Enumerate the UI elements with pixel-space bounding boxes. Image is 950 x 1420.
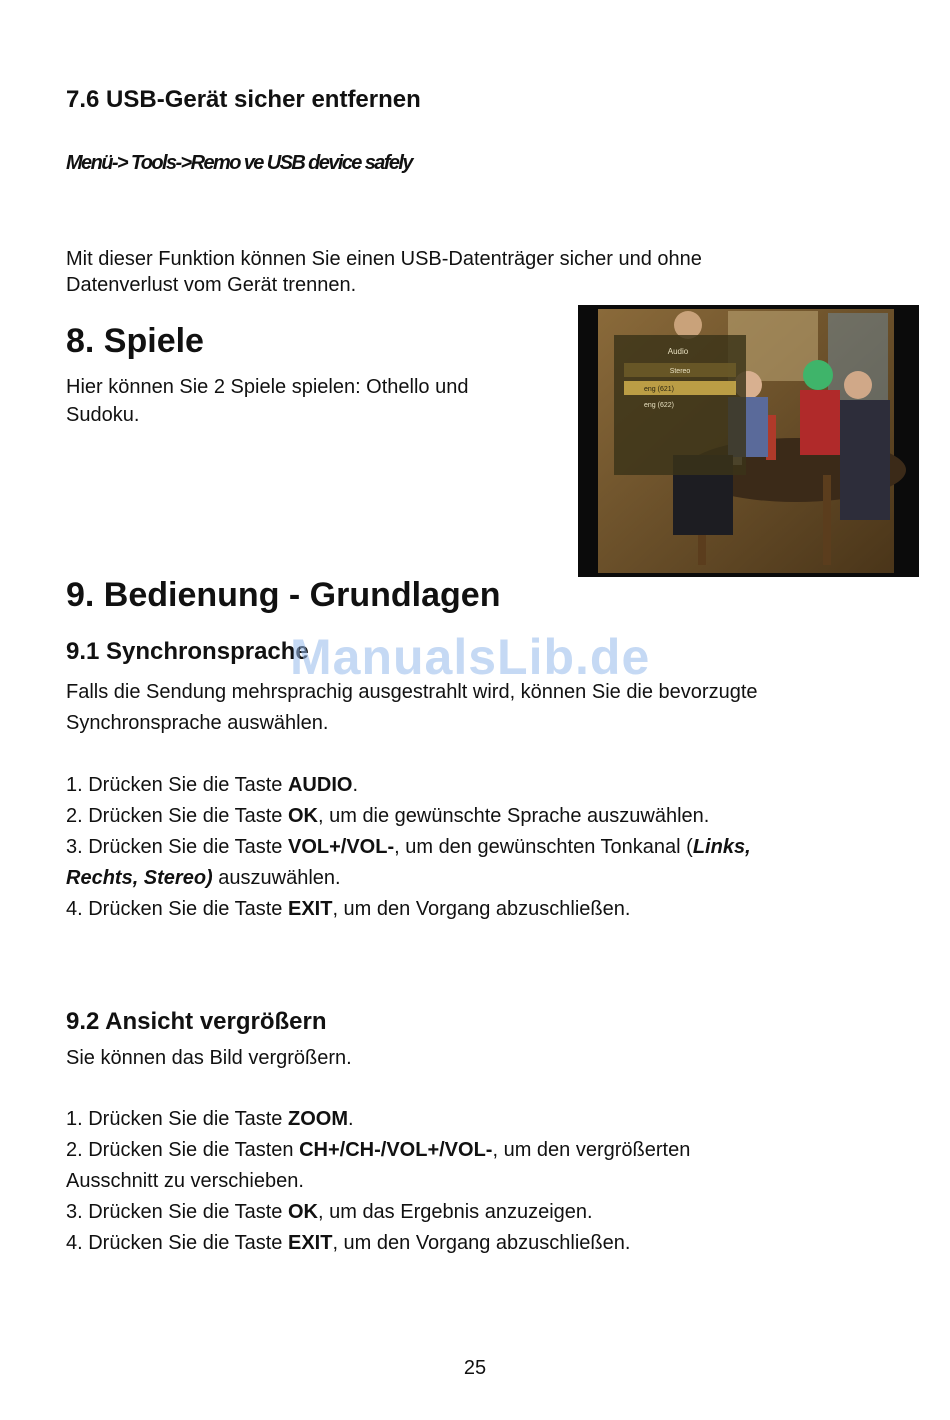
- zoom-steps: [66, 1104, 690, 1259]
- zoom-intro: Sie können das Bild vergrößern.: [66, 1047, 352, 1069]
- key-ok: OK: [287, 805, 318, 827]
- key-exit-zoom: EXIT: [287, 1232, 333, 1254]
- games-text-line1: Hier können Sie 2 Spiele spielen: Othello und: [66, 376, 469, 398]
- heading-7-6: 7.6 USB-Gerät sicher entfernen: [66, 86, 421, 113]
- sync-steps: [66, 770, 751, 925]
- sync-step-3-cont: Rechts, Stereo) auszuwählen.: [66, 867, 341, 889]
- games-text: [66, 373, 468, 429]
- key-ok-zoom: OK: [287, 1201, 318, 1223]
- sync-step-4: 4. Drücken Sie die Taste EXIT, um den Vorgang abzuschließen.: [66, 898, 631, 920]
- zoom-step-1: 1. Drücken Sie die Taste ZOOM.: [66, 1108, 354, 1130]
- heading-8-spiele: 8. Spiele: [66, 322, 204, 360]
- osd-item-1: eng (621): [644, 386, 674, 393]
- heading-9-2: 9.2 Ansicht vergrößern: [66, 1008, 327, 1035]
- games-text-line2: Sudoku.: [66, 404, 140, 426]
- key-ch-vol: CH+/CH-/VOL+/VOL-: [299, 1139, 493, 1161]
- sync-step-2: 2. Drücken Sie die Taste OK, um die gewünschte Sprache auszuwählen.: [66, 805, 710, 827]
- osd-item-2: eng (622): [644, 402, 674, 409]
- zoom-step-2-cont: Ausschnitt zu verschieben.: [66, 1170, 304, 1192]
- watermark: ManualsLib.de: [290, 629, 651, 685]
- heading-9-1: 9.1 Synchronsprache: [66, 638, 309, 665]
- sync-intro: [66, 677, 758, 739]
- usb-description: [66, 246, 702, 298]
- zoom-step-4: 4. Drücken Sie die Taste EXIT, um den Vorgang abzuschließen.: [66, 1232, 631, 1254]
- option-rechts-stereo: Rechts, Stereo): [66, 867, 213, 889]
- sync-intro-line2: Synchronsprache auswählen.: [66, 712, 329, 734]
- zoom-step-3: 3. Drücken Sie die Taste OK, um das Ergebnis anzuzeigen.: [66, 1201, 593, 1223]
- heading-9-bedienung: 9. Bedienung - Grundlagen: [66, 576, 501, 614]
- sync-intro-line1: Falls die Sendung mehrsprachig ausgestrahlt wird, können Sie die bevorzugte: [66, 681, 758, 703]
- audio-osd-menu: [614, 335, 746, 475]
- page-number: 25: [463, 1357, 487, 1379]
- option-links: Links,: [692, 836, 751, 858]
- key-vol: VOL+/VOL-: [287, 836, 395, 858]
- usb-description-line1: Mit dieser Funktion können Sie einen USB-Datenträger sicher und ohne: [66, 248, 702, 270]
- menu-path: Menü-> Tools->Remo ve USB device safely: [66, 152, 412, 174]
- osd-mode: Stereo: [669, 368, 691, 375]
- key-exit: EXIT: [287, 898, 333, 920]
- sync-step-1: 1. Drücken Sie die Taste AUDIO.: [66, 774, 358, 796]
- sync-step-3: 3. Drücken Sie die Taste VOL+/VOL-, um den gewünschten Tonkanal (Links,: [66, 836, 751, 858]
- osd-title: Audio: [667, 347, 689, 356]
- tv-scene-image: [578, 305, 919, 577]
- zoom-step-2: 2. Drücken Sie die Tasten CH+/CH-/VOL+/VOL-, um den vergrößerten: [66, 1139, 691, 1161]
- key-audio: AUDIO: [287, 774, 353, 796]
- usb-description-line2: Datenverlust vom Gerät trennen.: [66, 274, 357, 296]
- key-zoom: ZOOM: [287, 1108, 348, 1130]
- tv-screenshot: [578, 305, 919, 577]
